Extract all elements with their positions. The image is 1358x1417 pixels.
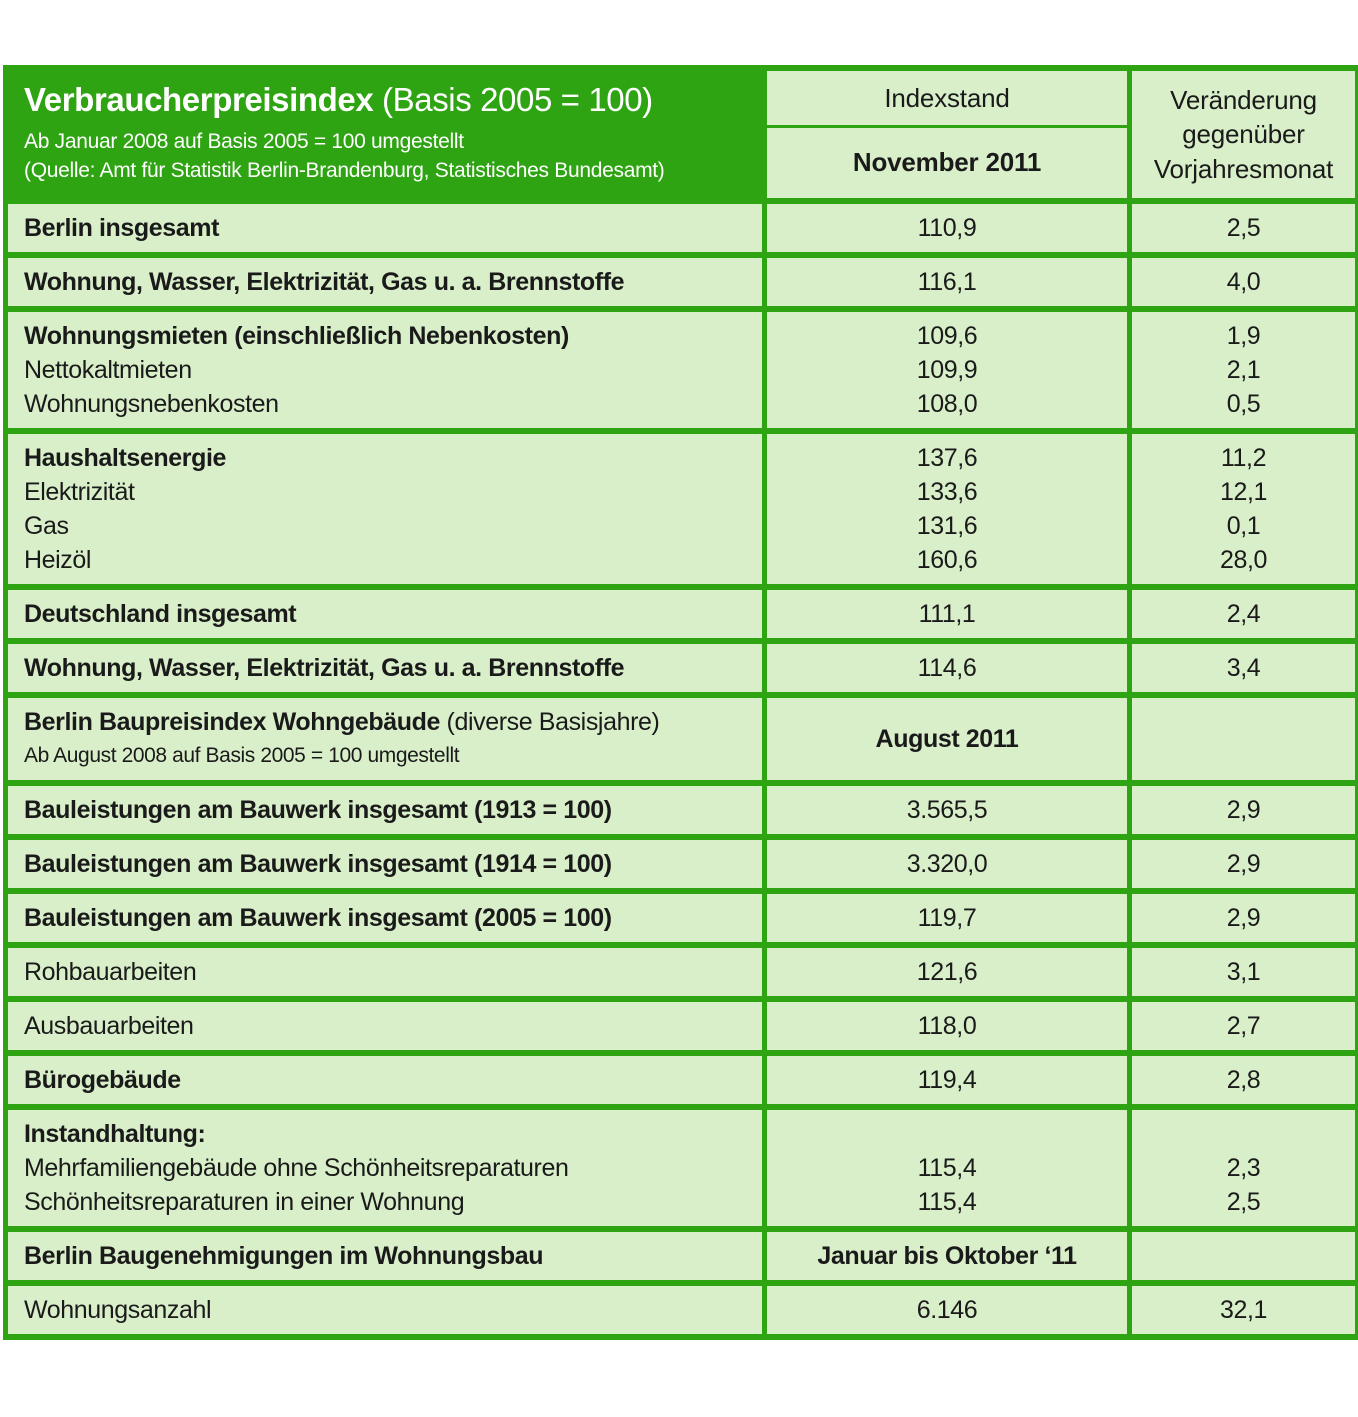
table-row [6,431,1358,587]
column-header-month: November 2011 [765,127,1130,201]
row-change-cell [1130,587,1358,641]
row-label-cell [6,1283,765,1337]
row-label-cell [6,837,765,891]
row-label-cell [6,587,765,641]
index-value: 109,9 [916,355,978,384]
row-index-cell [765,641,1130,695]
table-row [6,587,1358,641]
change-value: 2,5 [1226,213,1261,242]
row-change-cell [1130,891,1358,945]
change-value [1132,739,1355,773]
row-index-cell [765,783,1130,837]
row-label: Nettokaltmieten [24,355,192,384]
column-header-indexstand: Indexstand [765,68,1130,127]
row-index-cell [765,1107,1130,1229]
index-value: 116,1 [917,267,977,296]
title-source: (Quelle: Amt für Statistik Berlin-Brandenburg, Statistisches Bundesamt) [24,158,665,182]
change-value: 28,0 [1219,545,1268,574]
row-change-cell [1130,695,1358,783]
index-value: 131,6 [916,511,978,540]
index-value: 109,6 [916,321,978,350]
row-change-cell [1130,1107,1358,1229]
table-row [6,1107,1358,1229]
row-label: Elektrizität [24,477,135,506]
index-value: 115,4 [917,1187,977,1216]
row-index-cell [765,587,1130,641]
row-label-cell [6,641,765,695]
row-change-cell [1130,945,1358,999]
table-row [6,255,1358,309]
row-label: Rohbauarbeiten [24,957,197,986]
row-label-cell [6,1229,765,1283]
index-value: 137,6 [916,443,978,472]
row-label-cell [6,695,765,783]
row-label: Instandhaltung: [24,1119,206,1148]
row-index-cell [765,1283,1130,1337]
row-label-cell [6,431,765,587]
index-value: 119,7 [917,903,977,932]
row-index-cell [765,1053,1130,1107]
row-change-cell [1130,641,1358,695]
index-value: 121,6 [916,957,978,986]
row-index-cell [765,431,1130,587]
change-value: 2,9 [1226,795,1261,824]
row-label: Wohnungsmieten (einschließlich Nebenkosten) [24,321,569,350]
index-value: 133,6 [916,477,978,506]
change-value: 2,9 [1226,849,1261,878]
change-value: 2,3 [1226,1153,1261,1182]
row-label-cell [6,255,765,309]
row-label: Berlin insgesamt [24,213,220,242]
row-label: Schönheitsreparaturen in einer Wohnung [24,1187,465,1216]
table-row [6,695,1358,783]
table-title-cell [6,68,765,201]
table-row [6,309,1358,431]
index-value: 118,0 [917,1011,977,1040]
row-label: Berlin Baugenehmigungen im Wohnungsbau [24,1241,544,1270]
row-label-cell [6,999,765,1053]
table-row [6,1229,1358,1283]
index-value: 110,9 [917,213,977,242]
index-value: 114,6 [917,653,977,682]
index-value: Januar bis Oktober ‘11 [817,1241,1077,1270]
row-index-cell [765,201,1130,255]
row-label-cell [6,1107,765,1229]
row-change-cell [1130,309,1358,431]
row-label-cell [6,891,765,945]
table-row [6,783,1358,837]
index-value: 160,6 [916,545,978,574]
row-label: Wohnungsanzahl [24,1295,212,1324]
table-row [6,1283,1358,1337]
table-row [6,891,1358,945]
row-label: Ausbauarbeiten [24,1011,194,1040]
index-value: August 2011 [875,724,1019,753]
change-value: 3,4 [1226,653,1261,682]
row-label: Gas [24,511,69,540]
index-value: 115,4 [917,1153,977,1182]
row-label: Ab August 2008 auf Basis 2005 = 100 umgestellt [24,743,460,767]
row-label: Mehrfamiliengebäude ohne Schönheitsreparaturen [24,1153,569,1182]
row-change-cell [1130,255,1358,309]
index-value: 108,0 [916,389,978,418]
table-row [6,1053,1358,1107]
change-value: 0,1 [1226,511,1261,540]
row-change-cell [1130,1053,1358,1107]
row-index-cell [765,999,1130,1053]
row-change-cell [1130,783,1358,837]
table-row [6,641,1358,695]
change-value: 2,5 [1226,1187,1261,1216]
page-title [24,81,746,119]
table-row [6,999,1358,1053]
table-row [6,201,1358,255]
index-value: 111,1 [918,599,976,628]
row-index-cell [765,891,1130,945]
change-value: 2,4 [1226,599,1261,628]
title-subtitle: Ab Januar 2008 auf Basis 2005 = 100 umgestellt [24,129,464,153]
change-value [1132,705,1355,739]
row-index-cell [765,309,1130,431]
row-label: Berlin Baupreisindex Wohngebäude (diverse Basisjahre) [24,707,660,736]
row-label: Bauleistungen am Bauwerk insgesamt (2005 = 100) [24,903,612,932]
row-label: Deutschland insgesamt [24,599,297,628]
row-label: Bürogebäude [24,1065,181,1094]
row-change-cell [1130,1229,1358,1283]
change-value: 32,1 [1219,1295,1268,1324]
change-value: 3,1 [1226,957,1261,986]
page-title-main: Verbraucherpreisindex [24,81,374,118]
row-label-cell [6,201,765,255]
change-value: 1,9 [1226,321,1261,350]
row-label: Heizöl [24,545,92,574]
table-body [6,201,1358,1337]
change-value: 2,8 [1226,1065,1261,1094]
table-row [6,837,1358,891]
index-value: 3.565,5 [906,795,988,824]
row-label: Wohnung, Wasser, Elektrizität, Gas u. a. Brennstoffe [24,653,625,682]
change-value: 12,1 [1219,477,1268,506]
change-value [1132,1239,1355,1273]
change-value: 0,5 [1226,389,1261,418]
statistics-table [3,65,1358,1340]
row-label-cell [6,783,765,837]
row-index-cell [765,255,1130,309]
row-label: Bauleistungen am Bauwerk insgesamt (1914 = 100) [24,849,612,878]
row-index-cell [765,1229,1130,1283]
change-value: 2,1 [1226,355,1261,384]
row-change-cell [1130,837,1358,891]
row-index-cell [765,837,1130,891]
row-label: Bauleistungen am Bauwerk insgesamt (1913 = 100) [24,795,612,824]
row-index-cell [765,695,1130,783]
column-header-veraenderung: Veränderung gegenüber Vorjahresmonat [1130,68,1358,201]
index-value: 119,4 [917,1065,977,1094]
row-change-cell [1130,431,1358,587]
row-change-cell [1130,201,1358,255]
change-value: 11,2 [1220,443,1267,472]
change-value [1132,1117,1355,1151]
table-row [6,945,1358,999]
row-label-cell [6,309,765,431]
row-change-cell [1130,1283,1358,1337]
row-label: Wohnungsnebenkosten [24,389,279,418]
row-change-cell [1130,999,1358,1053]
change-value: 2,7 [1226,1011,1261,1040]
change-value: 4,0 [1226,267,1261,296]
table-header [6,68,1358,201]
row-index-cell [765,945,1130,999]
row-label-cell [6,945,765,999]
index-value [767,1117,1127,1151]
row-label: Haushaltsenergie [24,443,227,472]
row-label-cell [6,1053,765,1107]
index-value: 6.146 [916,1295,978,1324]
change-value: 2,9 [1226,903,1261,932]
page-title-basis: (Basis 2005 = 100) [373,81,653,118]
row-label: Wohnung, Wasser, Elektrizität, Gas u. a. Brennstoffe [24,267,625,296]
index-value: 3.320,0 [906,849,988,878]
